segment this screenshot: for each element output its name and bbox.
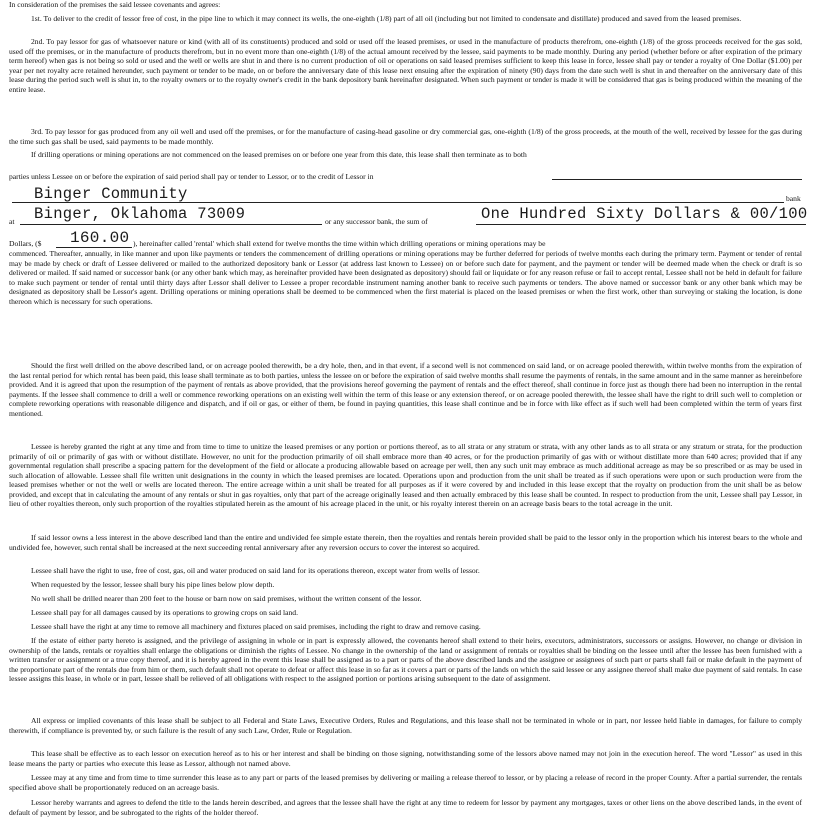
use-of-water-clause: Lessee shall have the right to use, free of cost, gas, oil and water produced on said land for its operations thereon, except water from wells of lessor.: [31, 566, 480, 575]
at-label: at: [9, 217, 15, 226]
warranty-clause: Lessor hereby warrants and agrees to defend the title to the lands herein described, and agrees that the lessee shall have the right at any time to redeem for lessor by payment any mortgages, taxes or other liens on the above described lands, in the event of default of payment by lessor, and be subrogated to the rights of the holder thereof.: [9, 798, 802, 817]
clause-3rd: 3rd. To pay lessor for gas produced from any oil well and used off the premises, or for the manufacture of casing-head gasoline or dry commercial gas, one-eighth (1/8) of the gross proceeds, at the mouth of the well, received by lessee for the gas during the time such gas shall be used, said payments to be made monthly.: [9, 127, 802, 146]
effective-clause: This lease shall be effective as to each lessor on execution hereof as to his or her interest and shall be binding on those signing, notwithstanding some of the lessors above named may not join in the execution hereof. The word "Lessor" as used in this lease means the party or parties who execute this lease as Lessor, although not named above.: [9, 749, 802, 768]
successor-bank-text: or any successor bank, the sum of: [325, 217, 428, 226]
remove-machinery-clause: Lessee shall have the right at any time to remove all machinery and fixtures placed on said premises, including the right to draw and remove casing.: [31, 622, 481, 631]
clause-2nd: 2nd. To pay lessor for gas of whatsoever nature or kind (with all of its constituents) produced and sold or used off the leased premises, or used in the manufacture of products therefrom, one-eighth (1/8) of the gross proceeds received for the gas sold, used off the premises, or in the manufacture of products therefrom, but in no event more than one-eighth (1/8) of the actual amount received by the lessee, said payments to be made monthly. During any period (whether before or after expiration of the primary term hereof) when gas is not being so sold or used and the well or wells are shut in and there is no current production of oil or operations on said leased premises sufficient to keep this lease in force, lessee shall pay or tender a royalty of One Dollar ($1.00) per year per net royalty acre retained hereunder, such payment or tender to be made, on or before the anniversary date of this lease next ensuing after the expiration of ninety (90) days from the date such well is shut in and thereafter on the anniversary date of this lease during the period such well is shut in, to the royalty owners or to the royalty owner's credit in the bank depository bank hereinafter designated. When such payment or tender is made it will be considered that gas is being produced within the meaning of the entire lease.: [9, 37, 802, 94]
bank-name-rule: [12, 202, 784, 203]
laws-clause: All express or implied covenants of this lease shall be subject to all Federal and State Laws, Executive Orders, Rules and Regulations, and this lease shall not be terminated in whole or in part, nor lessee held liable in damages, for failure to comply therewith, if compliance is prevented by, or such failure is the result of any such Law, Order, Rule or Regulation.: [9, 716, 802, 735]
dry-hole-clause: Should the first well drilled on the above described land, or on acreage pooled therewith, be a dry hole, then, and in that event, if a second well is not commenced on said land, or on acreage pooled therewith, within twelve months from the expiration of the last rental period for which rental has been paid, this lease shall terminate as to both parties, unless the lessee on or before the expiration of said twelve months shall resume the payments of rentals, in the same amount and in the same manner as hereinbefore provided. And it is agreed that upon the resumption of the payment of rentals as above provided, that the provisions hereof governing the payment of rentals and the effect thereof, shall continue in force just as though there had been no interruption in the rental payments. If the lessee shall commence to drill a well or commence reworking operations on an existing well within the term of this lease or any extension thereof, or on acreage pooled therewith, the lessee shall have the right to drill such well to completion or complete reworking operations with reasonable diligence and dispatch, and if oil or gas, or either of them, be found in paying quantities, this lease shall continue and be in force with like effect as if such well had been completed within the term of years first mentioned.: [9, 361, 802, 418]
unitization-clause: Lessee is hereby granted the right at any time and from time to time to unitize the leased premises or any portion or portions thereof, as to all strata or any stratum or strata, with any other lands as to all strata or any stratum or strata, for the production primarily of oil or primarily of gas with or without distillate. However, no unit for the production primarily of oil shall embrace more than 40 acres, or for the production primarily of gas with or without distillate more than 640 acres; provided that if any governmental regulation shall prescribe a spacing pattern for the development of the field or allocate a producing allowable based on acreage per well, then any such unit may embrace as much additional acreage as may be so prescribed or as may be used in such allocation of allowable. Lessee shall file written unit designations in the county in which the leased premises are located. Operations upon and production from the unit shall be treated as if such operations were upon or such production were from the leased premises whether or not the well or wells are located thereon. The entire acreage within a unit shall be treated for all purposes as if it were covered by and included in this lease except that the royalty on production from the unit shall be as below provided, and except that in calculating the amount of any rentals or shut in gas royalties, only that part of the acreage originally leased and then actually embraced by this lease shall be counted. In respect to production from the unit, Lessee shall pay Lessor, in lieu of other royalties thereon, only such proportion of the royalties stipulated herein as the amount of his acreage placed in the unit, or his royalty interest therein on an acreage basis bears to the total acreage in the unit.: [9, 442, 802, 509]
sum-in-words-field: One Hundred Sixty Dollars & 00/100: [481, 205, 808, 223]
parties-line: parties unless Lessee on or before the expiration of said period shall pay or tender to Lessor, or to the credit of Lessor in: [9, 172, 374, 181]
pipe-lines-clause: When requested by the lessor, lessee shall bury his pipe lines below plow depth.: [31, 580, 275, 589]
well-distance-clause: No well shall be drilled nearer than 200 feet to the house or barn now on said premises, without the written consent of the lessor.: [31, 594, 422, 603]
bank-name-field: Binger Community: [34, 185, 188, 203]
intro-line: In consideration of the premises the said lessee covenants and agrees:: [9, 0, 221, 9]
amount-rule: [56, 247, 132, 248]
surrender-clause: Lessee may at any time and from time to time surrender this lease as to any part or parts of the leased premises by delivering or mailing a release thereof to lessor, or by placing a release of record in the proper County. After a partial surrender, the rentals specified above shall be proportionately reduced on an acreage basis.: [9, 773, 802, 792]
dollars-label: Dollars, ($: [9, 239, 42, 248]
assignment-clause: If the estate of either party hereto is assigned, and the privilege of assigning in whole or in part is expressly allowed, the covenants hereof shall extend to their heirs, executors, administrators, successors or assigns. However, no change or division in ownership of the lands, rentals or royalties shall enlarge the obligations or diminish the rights of Lessee. No change in the ownership of the land or assignment of rentals or royalties shall be binding on the lessee until after the lessee has been furnished with a written transfer or assignment or a true copy thereof, and it is hereby agreed in the event this lease shall be assigned as to a part or parts of the above described lands and the assignee or assignees of such part or parts shall fail or make default in the payment of the proportionate part of the rentals due from him or them, such default shall not operate to defeat or affect this lease in so far as it covers a part or parts of the lands on which the said lessee or any assignee thereof shall make due payment of said rentals. In case lessee assigns this lease, in whole or in part, lessee shall be relieved of all obligations with respect to the assigned portion or portions arising subsequent to the date of assignment.: [9, 636, 802, 684]
bank-label: bank: [786, 194, 801, 203]
clause-1st: 1st. To deliver to the credit of lessor free of cost, in the pipe line to which it may connect its wells, the one-eighth (1/8) part of all oil (including but not limited to condensate and distillate) produced and saved from the leased premises.: [31, 14, 742, 23]
bank-location-field: Binger, Oklahoma 73009: [34, 205, 246, 223]
sum-rule: [476, 224, 806, 225]
bank-location-rule: [20, 224, 322, 225]
rental-clause: commenced. Thereafter, annually, in like manner and upon like payments or tenders the commencement of drilling operations or mining operations may be further deferred for periods of twelve months each during the primary term. Payment or tender of rental may be made by check or draft of Lessee delivered or mailed to the authorized depository bank or Lessor (at address last known to Lessee) on or before such date for payment, and the payment or tender will be deemed made when the check or draft is so delivered or mailed. If said named or successor bank (or any other bank which may, as hereinafter provided have been designated as depository) should fail or liquidate or for any reason refuse or fail to accept rental, Lessee shall not be held in default for failure to make such payment or tender of rental until thirty days after Lessor shall deliver to Lessee a proper recordable instrument naming another bank to receive such payments or tenders. The above named or successor bank or any other bank which may be designated as depository shall be Lessor's agent. Drilling operations or mining operations shall be deemed to be commenced when the first material is placed on the leased premises or when the first work, other than surveying or staking the location, is done thereon which is necessary for such operations.: [9, 249, 802, 306]
lesser-interest-clause: If said lessor owns a less interest in the above described land than the entire and undivided fee simple estate therein, then the royalties and rentals herein provided shall be paid to the lessor only in the proportion which his interest bears to the whole and undivided fee, however, such rental shall be increased at the next succeeding rental anniversary after any reversion occurs to cover the interest so acquired.: [9, 533, 802, 552]
rental-first-line: ), hereinafter called 'rental' which shall extend for twelve months the time within which drilling operations or mining operations may be: [133, 239, 546, 248]
amount-field: 160.00: [70, 229, 130, 247]
parties-blank-rule: [552, 179, 802, 180]
crop-damages-clause: Lessee shall pay for all damages caused by its operations to growing crops on said land.: [31, 608, 298, 617]
drilling-clause: If drilling operations or mining operations are not commenced on the leased premises on or before one year from this date, this lease shall then terminate as to both: [31, 150, 527, 159]
